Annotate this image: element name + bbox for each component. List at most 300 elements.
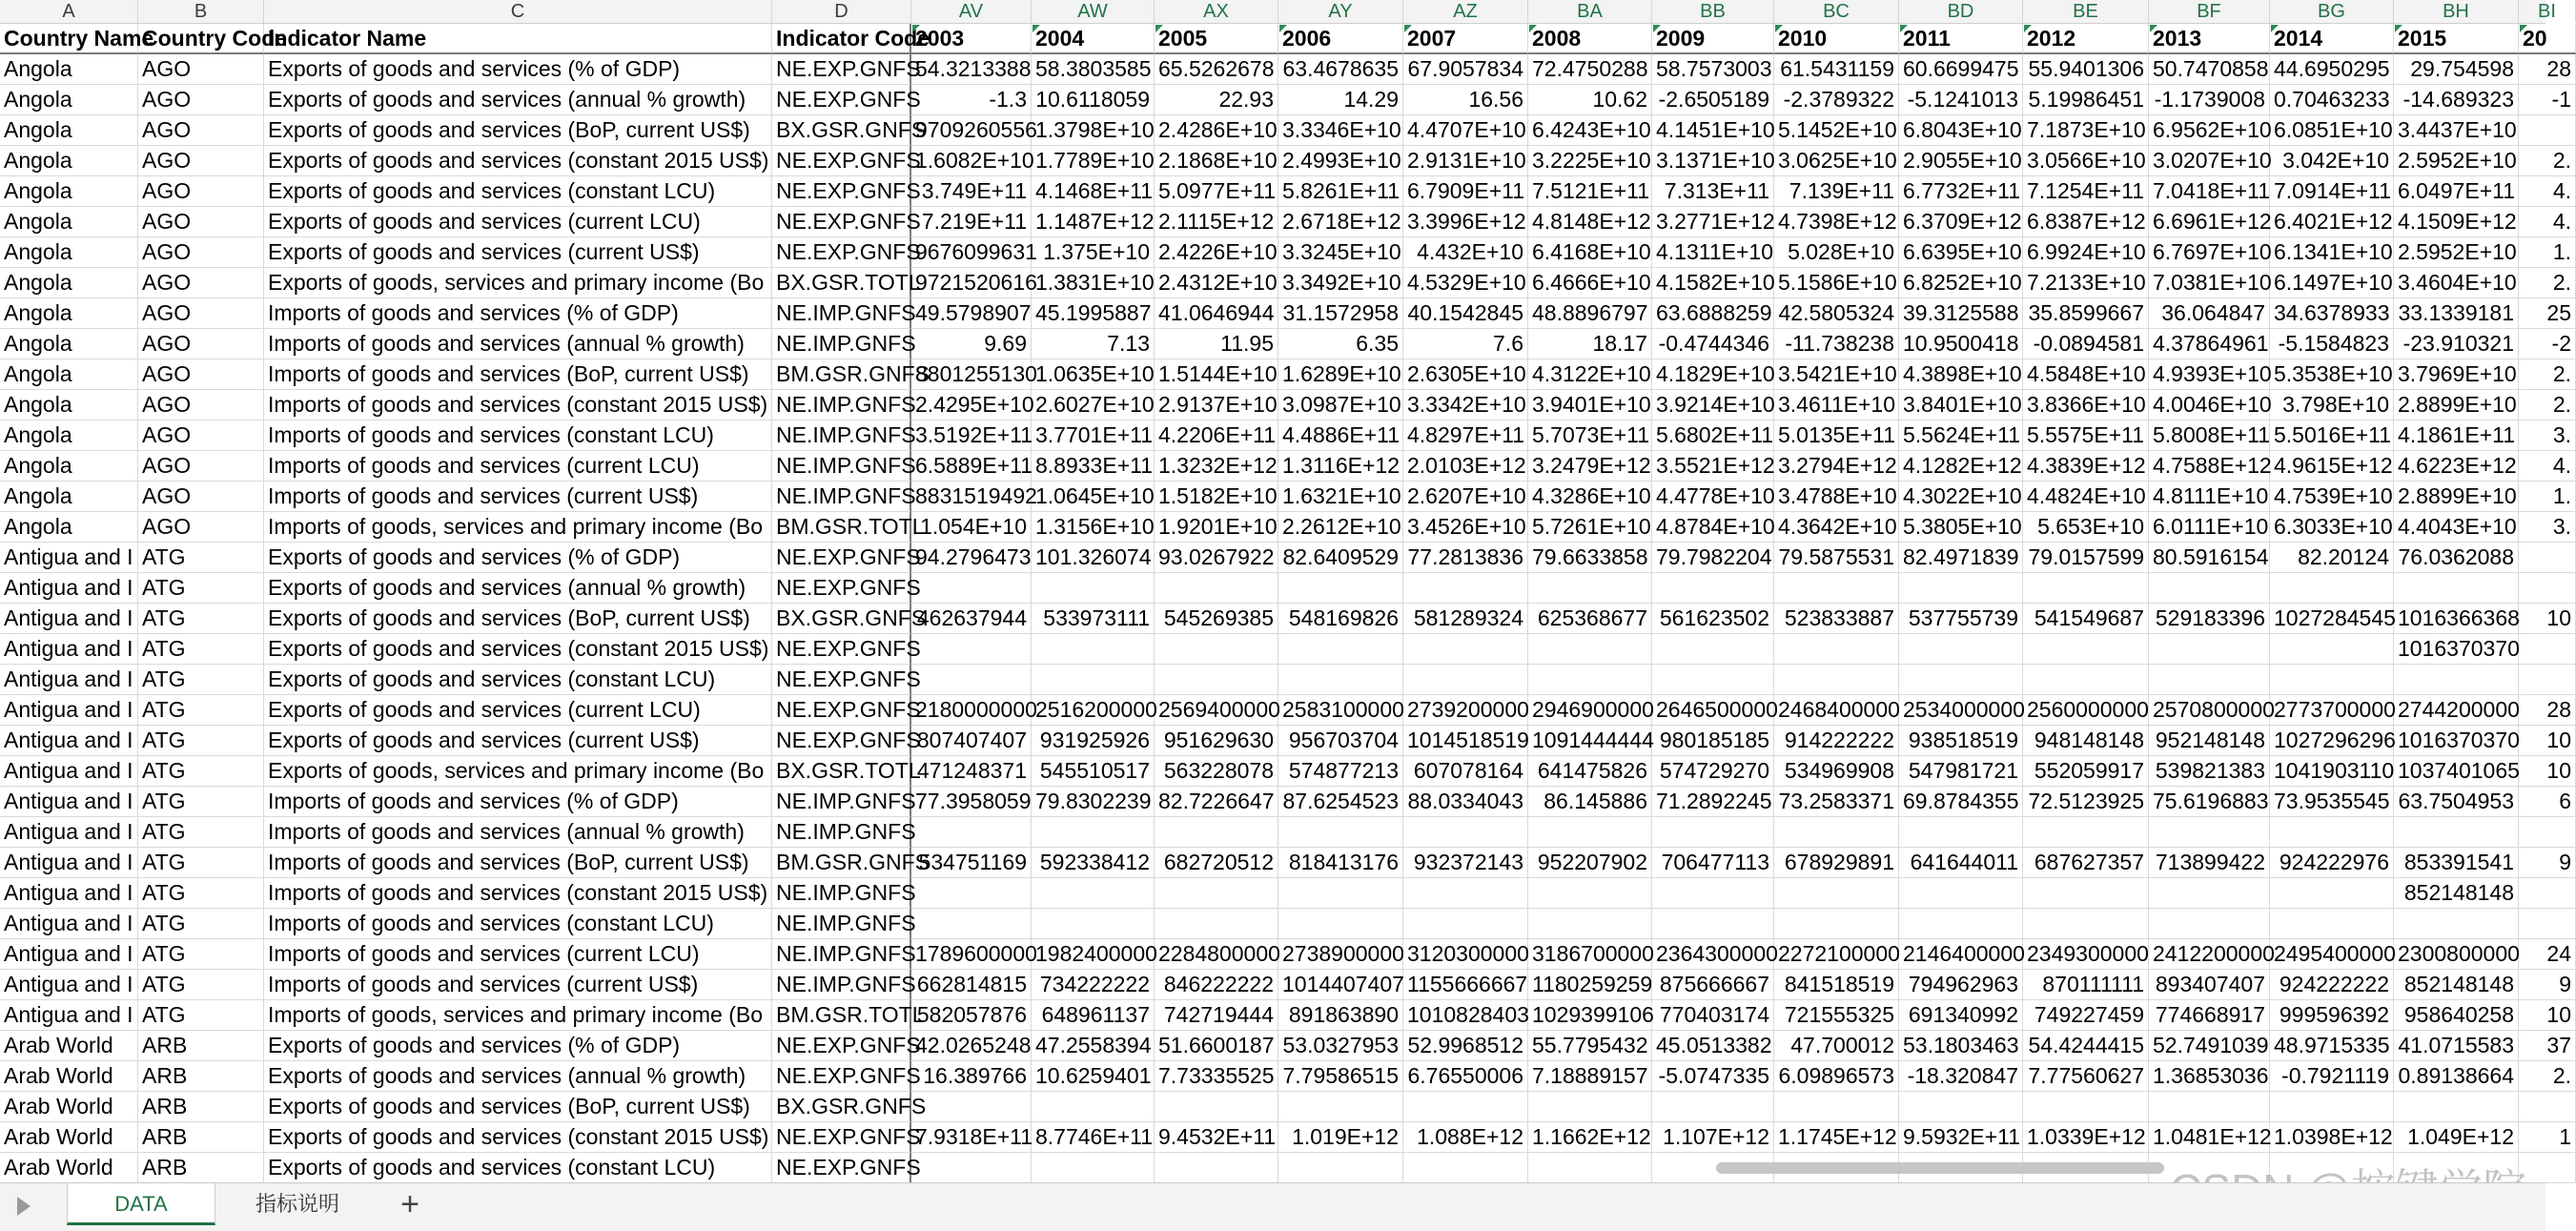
table-cell[interactable]: 7.73335525: [1155, 1061, 1278, 1092]
table-cell[interactable]: 6.0111E+10: [2149, 512, 2270, 543]
table-cell[interactable]: 1014407407: [1278, 970, 1403, 1000]
table-cell[interactable]: 687627357: [2023, 848, 2149, 878]
table-cell[interactable]: 770403174: [1652, 1000, 1774, 1031]
table-cell[interactable]: 75.6196883: [2149, 787, 2270, 817]
table-cell[interactable]: ATG: [138, 726, 264, 756]
column-header[interactable]: BA: [1528, 0, 1652, 23]
table-cell[interactable]: ATG: [138, 970, 264, 1000]
header-cell[interactable]: 20: [2519, 24, 2576, 54]
table-cell[interactable]: 7.9318E+11: [911, 1122, 1032, 1153]
table-cell[interactable]: 2468400000: [1774, 695, 1899, 726]
table-cell[interactable]: 2349300000: [2023, 939, 2149, 970]
table-cell[interactable]: Imports of goods and services (% of GDP): [264, 787, 772, 817]
table-cell[interactable]: [911, 573, 1032, 604]
table-cell[interactable]: ATG: [138, 817, 264, 848]
table-cell[interactable]: Antigua and I: [0, 848, 138, 878]
table-cell[interactable]: [1278, 878, 1403, 909]
table-cell[interactable]: 5.7261E+10: [1528, 512, 1652, 543]
table-cell[interactable]: 534751169: [911, 848, 1032, 878]
table-cell[interactable]: [1528, 817, 1652, 848]
table-cell[interactable]: 932372143: [1403, 848, 1528, 878]
table-cell[interactable]: 3.0207E+10: [2149, 146, 2270, 176]
table-cell[interactable]: AGO: [138, 329, 264, 359]
table-cell[interactable]: 6: [2519, 787, 2576, 817]
table-cell[interactable]: 7.0418E+11: [2149, 176, 2270, 207]
table-cell[interactable]: 2146400000: [1899, 939, 2023, 970]
header-cell[interactable]: 2003: [911, 24, 1032, 54]
table-cell[interactable]: [1032, 1153, 1155, 1183]
table-cell[interactable]: [1278, 634, 1403, 665]
table-cell[interactable]: 79.5875531: [1774, 543, 1899, 573]
table-cell[interactable]: Arab World: [0, 1153, 138, 1183]
table-cell[interactable]: [1403, 1153, 1528, 1183]
table-cell[interactable]: [2519, 543, 2576, 573]
table-cell[interactable]: 6.8043E+10: [1899, 115, 2023, 146]
table-cell[interactable]: 607078164: [1403, 756, 1528, 787]
table-cell[interactable]: Exports of goods and services (current US$): [264, 726, 772, 756]
table-cell[interactable]: 938518519: [1899, 726, 2023, 756]
table-cell[interactable]: 2.4993E+10: [1278, 146, 1403, 176]
column-header[interactable]: BI: [2519, 0, 2576, 23]
table-cell[interactable]: ATG: [138, 878, 264, 909]
table-cell[interactable]: 39.3125588: [1899, 298, 2023, 329]
table-cell[interactable]: 45.1995887: [1032, 298, 1155, 329]
table-cell[interactable]: [2149, 1092, 2270, 1122]
table-cell[interactable]: BM.GSR.GNFS: [772, 359, 911, 390]
table-cell[interactable]: 41.0646944: [1155, 298, 1278, 329]
table-cell[interactable]: 3.2225E+10: [1528, 146, 1652, 176]
table-cell[interactable]: [2149, 909, 2270, 939]
table-cell[interactable]: 706477113: [1652, 848, 1774, 878]
table-cell[interactable]: [911, 665, 1032, 695]
column-header[interactable]: BE: [2023, 0, 2149, 23]
table-cell[interactable]: [1899, 1092, 2023, 1122]
table-cell[interactable]: 4.: [2519, 176, 2576, 207]
table-cell[interactable]: Exports of goods and services (BoP, current US$): [264, 604, 772, 634]
table-cell[interactable]: 3.3245E+10: [1278, 237, 1403, 268]
table-cell[interactable]: Exports of goods and services (annual % growth): [264, 85, 772, 115]
table-cell[interactable]: [2519, 1153, 2576, 1183]
table-cell[interactable]: Imports of goods and services (current US$): [264, 970, 772, 1000]
table-cell[interactable]: 79.8302239: [1032, 787, 1155, 817]
table-cell[interactable]: 6.3709E+12: [1899, 207, 2023, 237]
table-cell[interactable]: 924222222: [2270, 970, 2394, 1000]
table-cell[interactable]: 2.4226E+10: [1155, 237, 1278, 268]
table-cell[interactable]: NE.IMP.GNFS: [772, 298, 911, 329]
table-cell[interactable]: 14.29: [1278, 85, 1403, 115]
table-cell[interactable]: 5.1586E+10: [1774, 268, 1899, 298]
table-cell[interactable]: [1032, 878, 1155, 909]
table-cell[interactable]: 9.4532E+11: [1155, 1122, 1278, 1153]
table-cell[interactable]: [1403, 878, 1528, 909]
table-cell[interactable]: 50.7470858: [2149, 54, 2270, 85]
table-cell[interactable]: 2.9137E+10: [1155, 390, 1278, 421]
table-cell[interactable]: 1.1745E+12: [1774, 1122, 1899, 1153]
table-cell[interactable]: 2.6027E+10: [1032, 390, 1155, 421]
table-cell[interactable]: 2284800000: [1155, 939, 1278, 970]
table-cell[interactable]: Angola: [0, 421, 138, 451]
table-cell[interactable]: 77.2813836: [1403, 543, 1528, 573]
table-cell[interactable]: 11.95: [1155, 329, 1278, 359]
table-cell[interactable]: 5.6802E+11: [1652, 421, 1774, 451]
table-cell[interactable]: Exports of goods and services (annual % growth): [264, 1061, 772, 1092]
table-cell[interactable]: 721555325: [1774, 1000, 1899, 1031]
table-cell[interactable]: [1403, 817, 1528, 848]
table-cell[interactable]: 47.2558394: [1032, 1031, 1155, 1061]
table-cell[interactable]: -0.4744346: [1652, 329, 1774, 359]
table-cell[interactable]: 6.8387E+12: [2023, 207, 2149, 237]
table-cell[interactable]: 2646500000: [1652, 695, 1774, 726]
table-cell[interactable]: Imports of goods and services (BoP, current US$): [264, 359, 772, 390]
table-cell[interactable]: [911, 878, 1032, 909]
table-cell[interactable]: AGO: [138, 207, 264, 237]
table-cell[interactable]: NE.IMP.GNFS: [772, 939, 911, 970]
table-cell[interactable]: Arab World: [0, 1031, 138, 1061]
table-cell[interactable]: [1652, 634, 1774, 665]
table-cell[interactable]: 4.9393E+10: [2149, 359, 2270, 390]
table-cell[interactable]: [1528, 909, 1652, 939]
table-cell[interactable]: [1652, 909, 1774, 939]
table-cell[interactable]: 25: [2519, 298, 2576, 329]
table-cell[interactable]: 49.5798907: [911, 298, 1032, 329]
table-cell[interactable]: 33.1339181: [2394, 298, 2519, 329]
table-cell[interactable]: Imports of goods and services (constant 2015 US$): [264, 390, 772, 421]
table-cell[interactable]: NE.IMP.GNFS: [772, 421, 911, 451]
table-cell[interactable]: BX.GSR.GNFS: [772, 604, 911, 634]
table-cell[interactable]: 875666667: [1652, 970, 1774, 1000]
table-cell[interactable]: ATG: [138, 543, 264, 573]
table-cell[interactable]: [1155, 634, 1278, 665]
table-cell[interactable]: 7.79586515: [1278, 1061, 1403, 1092]
table-cell[interactable]: 4.: [2519, 207, 2576, 237]
table-cell[interactable]: [2023, 634, 2149, 665]
table-cell[interactable]: 6.09896573: [1774, 1061, 1899, 1092]
table-cell[interactable]: AGO: [138, 451, 264, 482]
table-cell[interactable]: [2519, 665, 2576, 695]
table-cell[interactable]: [1774, 878, 1899, 909]
table-cell[interactable]: [2270, 878, 2394, 909]
table-cell[interactable]: 7.0914E+11: [2270, 176, 2394, 207]
table-cell[interactable]: 3.4437E+10: [2394, 115, 2519, 146]
column-header[interactable]: BF: [2149, 0, 2270, 23]
table-cell[interactable]: ARB: [138, 1031, 264, 1061]
table-cell[interactable]: 3.7701E+11: [1032, 421, 1155, 451]
table-cell[interactable]: NE.EXP.GNFS: [772, 1061, 911, 1092]
table-cell[interactable]: 6.4666E+10: [1528, 268, 1652, 298]
table-cell[interactable]: ATG: [138, 573, 264, 604]
table-cell[interactable]: NE.EXP.GNFS: [772, 207, 911, 237]
table-cell[interactable]: NE.EXP.GNFS: [772, 1031, 911, 1061]
table-cell[interactable]: 1.3831E+10: [1032, 268, 1155, 298]
table-cell[interactable]: 1.0481E+12: [2149, 1122, 2270, 1153]
table-cell[interactable]: 2.6207E+10: [1403, 482, 1528, 512]
table-cell[interactable]: NE.EXP.GNFS: [772, 695, 911, 726]
table-cell[interactable]: Antigua and I: [0, 878, 138, 909]
table-cell[interactable]: Exports of goods and services (BoP, current US$): [264, 115, 772, 146]
table-cell[interactable]: Imports of goods and services (current US$): [264, 482, 772, 512]
table-cell[interactable]: 891863890: [1278, 1000, 1403, 1031]
table-cell[interactable]: [1032, 634, 1155, 665]
table-cell[interactable]: 7.1873E+10: [2023, 115, 2149, 146]
table-cell[interactable]: 3186700000: [1528, 939, 1652, 970]
header-cell[interactable]: Country Code: [138, 24, 264, 54]
table-cell[interactable]: [911, 634, 1032, 665]
table-cell[interactable]: ATG: [138, 787, 264, 817]
column-header[interactable]: AV: [911, 0, 1032, 23]
table-cell[interactable]: 5.8008E+11: [2149, 421, 2270, 451]
table-cell[interactable]: Arab World: [0, 1061, 138, 1092]
table-cell[interactable]: 6.0851E+10: [2270, 115, 2394, 146]
table-cell[interactable]: -2.3789322: [1774, 85, 1899, 115]
table-cell[interactable]: 9676099631: [911, 237, 1032, 268]
table-cell[interactable]: 2.8899E+10: [2394, 390, 2519, 421]
table-cell[interactable]: 4.4043E+10: [2394, 512, 2519, 543]
table-cell[interactable]: 774668917: [2149, 1000, 2270, 1031]
table-cell[interactable]: Antigua and I: [0, 756, 138, 787]
table-cell[interactable]: 4.9615E+12: [2270, 451, 2394, 482]
table-cell[interactable]: Imports of goods and services (current LCU): [264, 939, 772, 970]
table-cell[interactable]: AGO: [138, 85, 264, 115]
table-cell[interactable]: BM.GSR.GNFS: [772, 848, 911, 878]
table-cell[interactable]: 5.7073E+11: [1528, 421, 1652, 451]
table-cell[interactable]: AGO: [138, 237, 264, 268]
table-cell[interactable]: [2149, 634, 2270, 665]
table-cell[interactable]: 547981721: [1899, 756, 2023, 787]
header-cell[interactable]: Indicator Code: [772, 24, 911, 54]
table-cell[interactable]: Exports of goods and services (% of GDP): [264, 54, 772, 85]
table-cell[interactable]: 4.3286E+10: [1528, 482, 1652, 512]
table-cell[interactable]: 1.0635E+10: [1032, 359, 1155, 390]
table-cell[interactable]: 952148148: [2149, 726, 2270, 756]
table-cell[interactable]: Angola: [0, 512, 138, 543]
table-cell[interactable]: 6.5889E+11: [911, 451, 1032, 482]
table-cell[interactable]: 1: [2519, 1122, 2576, 1153]
table-cell[interactable]: 951629630: [1155, 726, 1278, 756]
table-cell[interactable]: 2364300000: [1652, 939, 1774, 970]
table-cell[interactable]: 67.9057834: [1403, 54, 1528, 85]
table-cell[interactable]: Antigua and I: [0, 817, 138, 848]
table-cell[interactable]: BX.GSR.GNFS: [772, 1092, 911, 1122]
table-cell[interactable]: 6.1497E+10: [2270, 268, 2394, 298]
table-cell[interactable]: 841518519: [1774, 970, 1899, 1000]
table-cell[interactable]: 691340992: [1899, 1000, 2023, 1031]
table-cell[interactable]: 1.6289E+10: [1278, 359, 1403, 390]
header-cell[interactable]: 2014: [2270, 24, 2394, 54]
table-cell[interactable]: 1014518519: [1403, 726, 1528, 756]
table-cell[interactable]: NE.EXP.GNFS: [772, 665, 911, 695]
table-cell[interactable]: 1789600000: [911, 939, 1032, 970]
table-cell[interactable]: 4.5848E+10: [2023, 359, 2149, 390]
table-cell[interactable]: 7.1254E+11: [2023, 176, 2149, 207]
table-cell[interactable]: 552059917: [2023, 756, 2149, 787]
table-cell[interactable]: [2149, 573, 2270, 604]
play-arrow-icon[interactable]: [17, 1197, 31, 1216]
table-cell[interactable]: 3.4788E+10: [1774, 482, 1899, 512]
table-cell[interactable]: 2569400000: [1155, 695, 1278, 726]
table-cell[interactable]: ARB: [138, 1153, 264, 1183]
column-header[interactable]: C: [264, 0, 772, 23]
table-cell[interactable]: 3.0987E+10: [1278, 390, 1403, 421]
table-cell[interactable]: [2149, 665, 2270, 695]
table-cell[interactable]: [1899, 665, 2023, 695]
table-cell[interactable]: [2394, 909, 2519, 939]
table-cell[interactable]: NE.IMP.GNFS: [772, 909, 911, 939]
add-sheet-button[interactable]: +: [400, 1186, 419, 1222]
table-cell[interactable]: [1032, 573, 1155, 604]
header-cell[interactable]: Indicator Name: [264, 24, 772, 54]
table-cell[interactable]: Exports of goods and services (% of GDP): [264, 1031, 772, 1061]
table-cell[interactable]: Antigua and I: [0, 787, 138, 817]
table-cell[interactable]: 1.054E+10: [911, 512, 1032, 543]
table-cell[interactable]: [1528, 634, 1652, 665]
table-cell[interactable]: 625368677: [1528, 604, 1652, 634]
header-cell[interactable]: 2006: [1278, 24, 1403, 54]
table-cell[interactable]: 4.5329E+10: [1403, 268, 1528, 298]
table-cell[interactable]: Exports of goods and services (constant 2015 US$): [264, 634, 772, 665]
table-cell[interactable]: NE.IMP.GNFS: [772, 970, 911, 1000]
header-cell[interactable]: 2012: [2023, 24, 2149, 54]
table-cell[interactable]: Imports of goods and services (% of GDP): [264, 298, 772, 329]
table-cell[interactable]: 2.4286E+10: [1155, 115, 1278, 146]
table-cell[interactable]: 7.313E+11: [1652, 176, 1774, 207]
table-cell[interactable]: 1.0645E+10: [1032, 482, 1155, 512]
table-cell[interactable]: 41.0715583: [2394, 1031, 2519, 1061]
table-cell[interactable]: 3.8401E+10: [1899, 390, 2023, 421]
table-cell[interactable]: 52.7491039: [2149, 1031, 2270, 1061]
table-cell[interactable]: [1155, 1153, 1278, 1183]
table-cell[interactable]: [1403, 634, 1528, 665]
table-cell[interactable]: 541549687: [2023, 604, 2149, 634]
table-cell[interactable]: 7.139E+11: [1774, 176, 1899, 207]
table-cell[interactable]: 2946900000: [1528, 695, 1652, 726]
table-cell[interactable]: 4.37864961: [2149, 329, 2270, 359]
table-cell[interactable]: 3.1371E+10: [1652, 146, 1774, 176]
table-cell[interactable]: Antigua and I: [0, 634, 138, 665]
table-cell[interactable]: BX.GSR.GNFS: [772, 115, 911, 146]
table-cell[interactable]: -1: [2519, 85, 2576, 115]
table-cell[interactable]: [1652, 878, 1774, 909]
table-cell[interactable]: AGO: [138, 176, 264, 207]
header-cell[interactable]: 2004: [1032, 24, 1155, 54]
table-cell[interactable]: 1027296296: [2270, 726, 2394, 756]
table-cell[interactable]: [2394, 665, 2519, 695]
table-cell[interactable]: 1.0398E+12: [2270, 1122, 2394, 1153]
table-cell[interactable]: 65.5262678: [1155, 54, 1278, 85]
table-cell[interactable]: 6.7732E+11: [1899, 176, 2023, 207]
table-cell[interactable]: 682720512: [1155, 848, 1278, 878]
table-cell[interactable]: 1.0339E+12: [2023, 1122, 2149, 1153]
table-cell[interactable]: 10: [2519, 756, 2576, 787]
header-cell[interactable]: 2013: [2149, 24, 2270, 54]
column-header[interactable]: BG: [2270, 0, 2394, 23]
table-cell[interactable]: [2394, 817, 2519, 848]
table-cell[interactable]: 931925926: [1032, 726, 1155, 756]
table-cell[interactable]: 1.1487E+12: [1032, 207, 1155, 237]
table-cell[interactable]: 4.8784E+10: [1652, 512, 1774, 543]
table-cell[interactable]: 5.5575E+11: [2023, 421, 2149, 451]
table-cell[interactable]: 4.1451E+10: [1652, 115, 1774, 146]
table-cell[interactable]: 16.389766: [911, 1061, 1032, 1092]
header-cell[interactable]: Country Name: [0, 24, 138, 54]
table-cell[interactable]: 9721520616: [911, 268, 1032, 298]
table-cell[interactable]: 2583100000: [1278, 695, 1403, 726]
table-cell[interactable]: 5.653E+10: [2023, 512, 2149, 543]
table-cell[interactable]: [2023, 817, 2149, 848]
table-cell[interactable]: 2.9131E+10: [1403, 146, 1528, 176]
table-cell[interactable]: AGO: [138, 482, 264, 512]
table-cell[interactable]: NE.IMP.GNFS: [772, 878, 911, 909]
table-cell[interactable]: [1278, 1153, 1403, 1183]
table-cell[interactable]: NE.EXP.GNFS: [772, 726, 911, 756]
table-cell[interactable]: 3.0566E+10: [2023, 146, 2149, 176]
table-cell[interactable]: Angola: [0, 85, 138, 115]
table-cell[interactable]: 37: [2519, 1031, 2576, 1061]
table-cell[interactable]: 2.4312E+10: [1155, 268, 1278, 298]
table-cell[interactable]: 523833887: [1774, 604, 1899, 634]
table-cell[interactable]: 5.1452E+10: [1774, 115, 1899, 146]
table-cell[interactable]: 5.8261E+11: [1278, 176, 1403, 207]
table-cell[interactable]: ATG: [138, 1000, 264, 1031]
table-cell[interactable]: 4.0046E+10: [2149, 390, 2270, 421]
table-cell[interactable]: [1155, 573, 1278, 604]
table-cell[interactable]: 4.6223E+12: [2394, 451, 2519, 482]
table-cell[interactable]: 2300800000: [2394, 939, 2519, 970]
table-cell[interactable]: 3.0625E+10: [1774, 146, 1899, 176]
table-cell[interactable]: 545510517: [1032, 756, 1155, 787]
table-cell[interactable]: BM.GSR.TOTL: [772, 1000, 911, 1031]
table-cell[interactable]: 4.3022E+10: [1899, 482, 2023, 512]
table-cell[interactable]: 7.77560627: [2023, 1061, 2149, 1092]
table-cell[interactable]: 2744200000: [2394, 695, 2519, 726]
table-cell[interactable]: 73.9535545: [2270, 787, 2394, 817]
table-cell[interactable]: 10.6118059: [1032, 85, 1155, 115]
table-cell[interactable]: 2.: [2519, 1061, 2576, 1092]
column-header[interactable]: D: [772, 0, 911, 23]
table-cell[interactable]: Angola: [0, 146, 138, 176]
table-cell[interactable]: 52.9968512: [1403, 1031, 1528, 1061]
table-cell[interactable]: 55.9401306: [2023, 54, 2149, 85]
table-cell[interactable]: 5.028E+10: [1774, 237, 1899, 268]
table-cell[interactable]: [1774, 817, 1899, 848]
table-cell[interactable]: 4.7588E+12: [2149, 451, 2270, 482]
table-cell[interactable]: 2.6305E+10: [1403, 359, 1528, 390]
column-header[interactable]: A: [0, 0, 138, 23]
table-cell[interactable]: 1010828403: [1403, 1000, 1528, 1031]
table-cell[interactable]: 2.: [2519, 146, 2576, 176]
table-cell[interactable]: [911, 909, 1032, 939]
header-cell[interactable]: 2011: [1899, 24, 2023, 54]
table-cell[interactable]: 18.17: [1528, 329, 1652, 359]
table-cell[interactable]: 8801255130: [911, 359, 1032, 390]
table-cell[interactable]: 58.7573003: [1652, 54, 1774, 85]
table-cell[interactable]: NE.EXP.GNFS: [772, 146, 911, 176]
table-cell[interactable]: ARB: [138, 1122, 264, 1153]
table-cell[interactable]: Antigua and I: [0, 543, 138, 573]
table-cell[interactable]: 6.35: [1278, 329, 1403, 359]
table-cell[interactable]: -0.0894581: [2023, 329, 2149, 359]
table-cell[interactable]: 6.6961E+12: [2149, 207, 2270, 237]
table-cell[interactable]: [1899, 817, 2023, 848]
table-cell[interactable]: Angola: [0, 54, 138, 85]
table-cell[interactable]: ATG: [138, 909, 264, 939]
table-cell[interactable]: 7.0381E+10: [2149, 268, 2270, 298]
table-cell[interactable]: 63.4678635: [1278, 54, 1403, 85]
table-cell[interactable]: [1278, 665, 1403, 695]
table-cell[interactable]: 72.4750288: [1528, 54, 1652, 85]
table-cell[interactable]: 924222976: [2270, 848, 2394, 878]
table-cell[interactable]: BM.GSR.TOTL: [772, 512, 911, 543]
table-cell[interactable]: 2739200000: [1403, 695, 1528, 726]
